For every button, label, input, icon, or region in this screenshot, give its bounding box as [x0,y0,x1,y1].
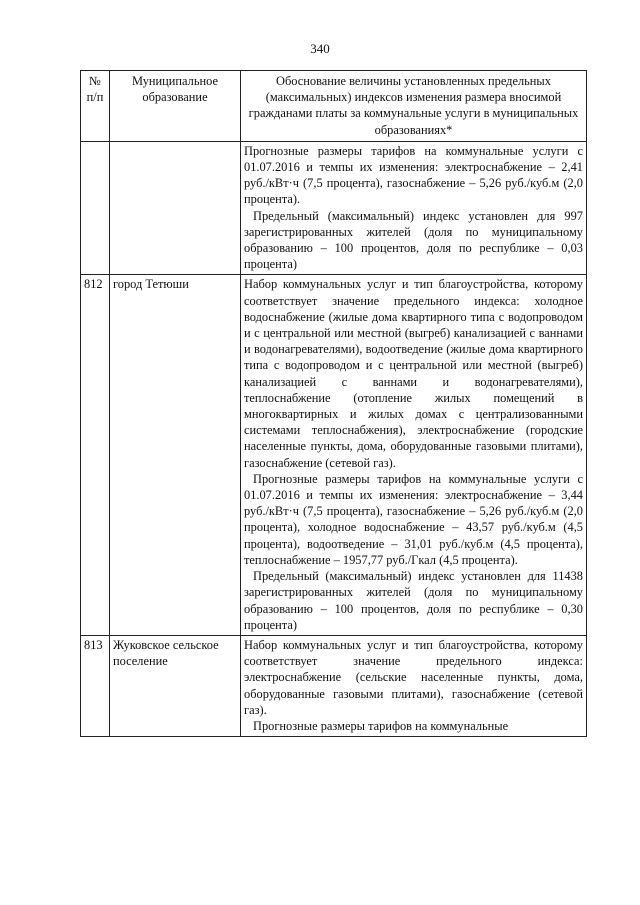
header-justification: Обоснование величины установленных предельных (максимальных) индексов изменения размера вносимой гражданами платы за коммунальные услуги в муниципальных образованиях* [241,71,587,142]
header-municipality: Муниципальное образование [110,71,241,142]
header-num: № п/п [81,71,110,142]
justification-paragraph: Прогнозные размеры тарифов на коммунальные услуги с 01.07.2016 и темпы их изменения: электроснабжение – 2,41 руб./кВт·ч (7,5 процента), газоснабжение – 5,26 руб./куб.м (2,0 процента). [244,143,583,207]
row-num: 812 [81,275,110,635]
justification-paragraph: Прогнозные размеры тарифов на коммунальные [253,718,509,733]
justification-paragraph: Набор коммунальных услуг и тип благоустройства, которому соответствует значение предельного индекса: электроснабжение (сельские населенные пункты, дома, оборудованные газовыми плитами), газоснабжение (сетевой газ). [244,637,583,717]
table-header-row [81,71,587,142]
justification-paragraph: Предельный (максимальный) индекс установлен для 997 зарегистрированных жителей (доля по муниципальному образованию – 100 процентов, доля по республике – 0,03 процента) [244,208,583,272]
row-num [81,141,110,275]
table-row [81,635,587,736]
justification-paragraph: Прогнозные размеры тарифов на коммунальные услуги с 01.07.2016 и темпы их изменения: электроснабжение – 3,44 руб./кВт·ч (7,5 процента), газоснабжение – 5,26 руб./куб.м (2,0 процента), холодное водоснабжение – 43,57 руб./куб.м (4,5 процента), водоотведение – 31,01 руб./куб.м (4,5 процента), теплоснабжение – 1957,77 руб./Гкал (4,5 процента). [244,471,583,567]
row-municipality: Жуковское сельское поселение [110,635,241,736]
table-row [81,141,587,275]
row-municipality [110,141,241,275]
row-justification [241,635,587,736]
justification-paragraph: Предельный (максимальный) индекс установлен для 11438 зарегистрированных жителей (доля по муниципальному образованию – 100 процентов, доля по республике – 0,30 процента) [244,569,583,632]
row-justification [241,275,587,635]
row-municipality: город Тетюши [110,275,241,635]
page-number: 340 [310,41,330,56]
row-num: 813 [81,635,110,736]
justification-paragraph: Набор коммунальных услуг и тип благоустройства, которому соответствует значение предельного индекса: холодное водоснабжение (жилые дома квартирного типа с водопроводом и с центральной или местной (выгреб) канализацией с ваннами и водонагревателями), водоотведение (жилые дома квартирного типа с водопроводом и с центральной или местной (выгреб) канализацией с ваннами и водонагревателями), теплоснабжение (отопление жилых помещений в многоквартирных и жилых домах с централизованными системами теплоснабжения), электроснабжение (городские населенные пункты, дома, оборудованные газовыми плитами), газоснабжение (сетевой газ). [244,277,583,470]
row-justification [241,141,587,275]
table-row [81,275,587,635]
tariff-justification-table [80,70,587,737]
